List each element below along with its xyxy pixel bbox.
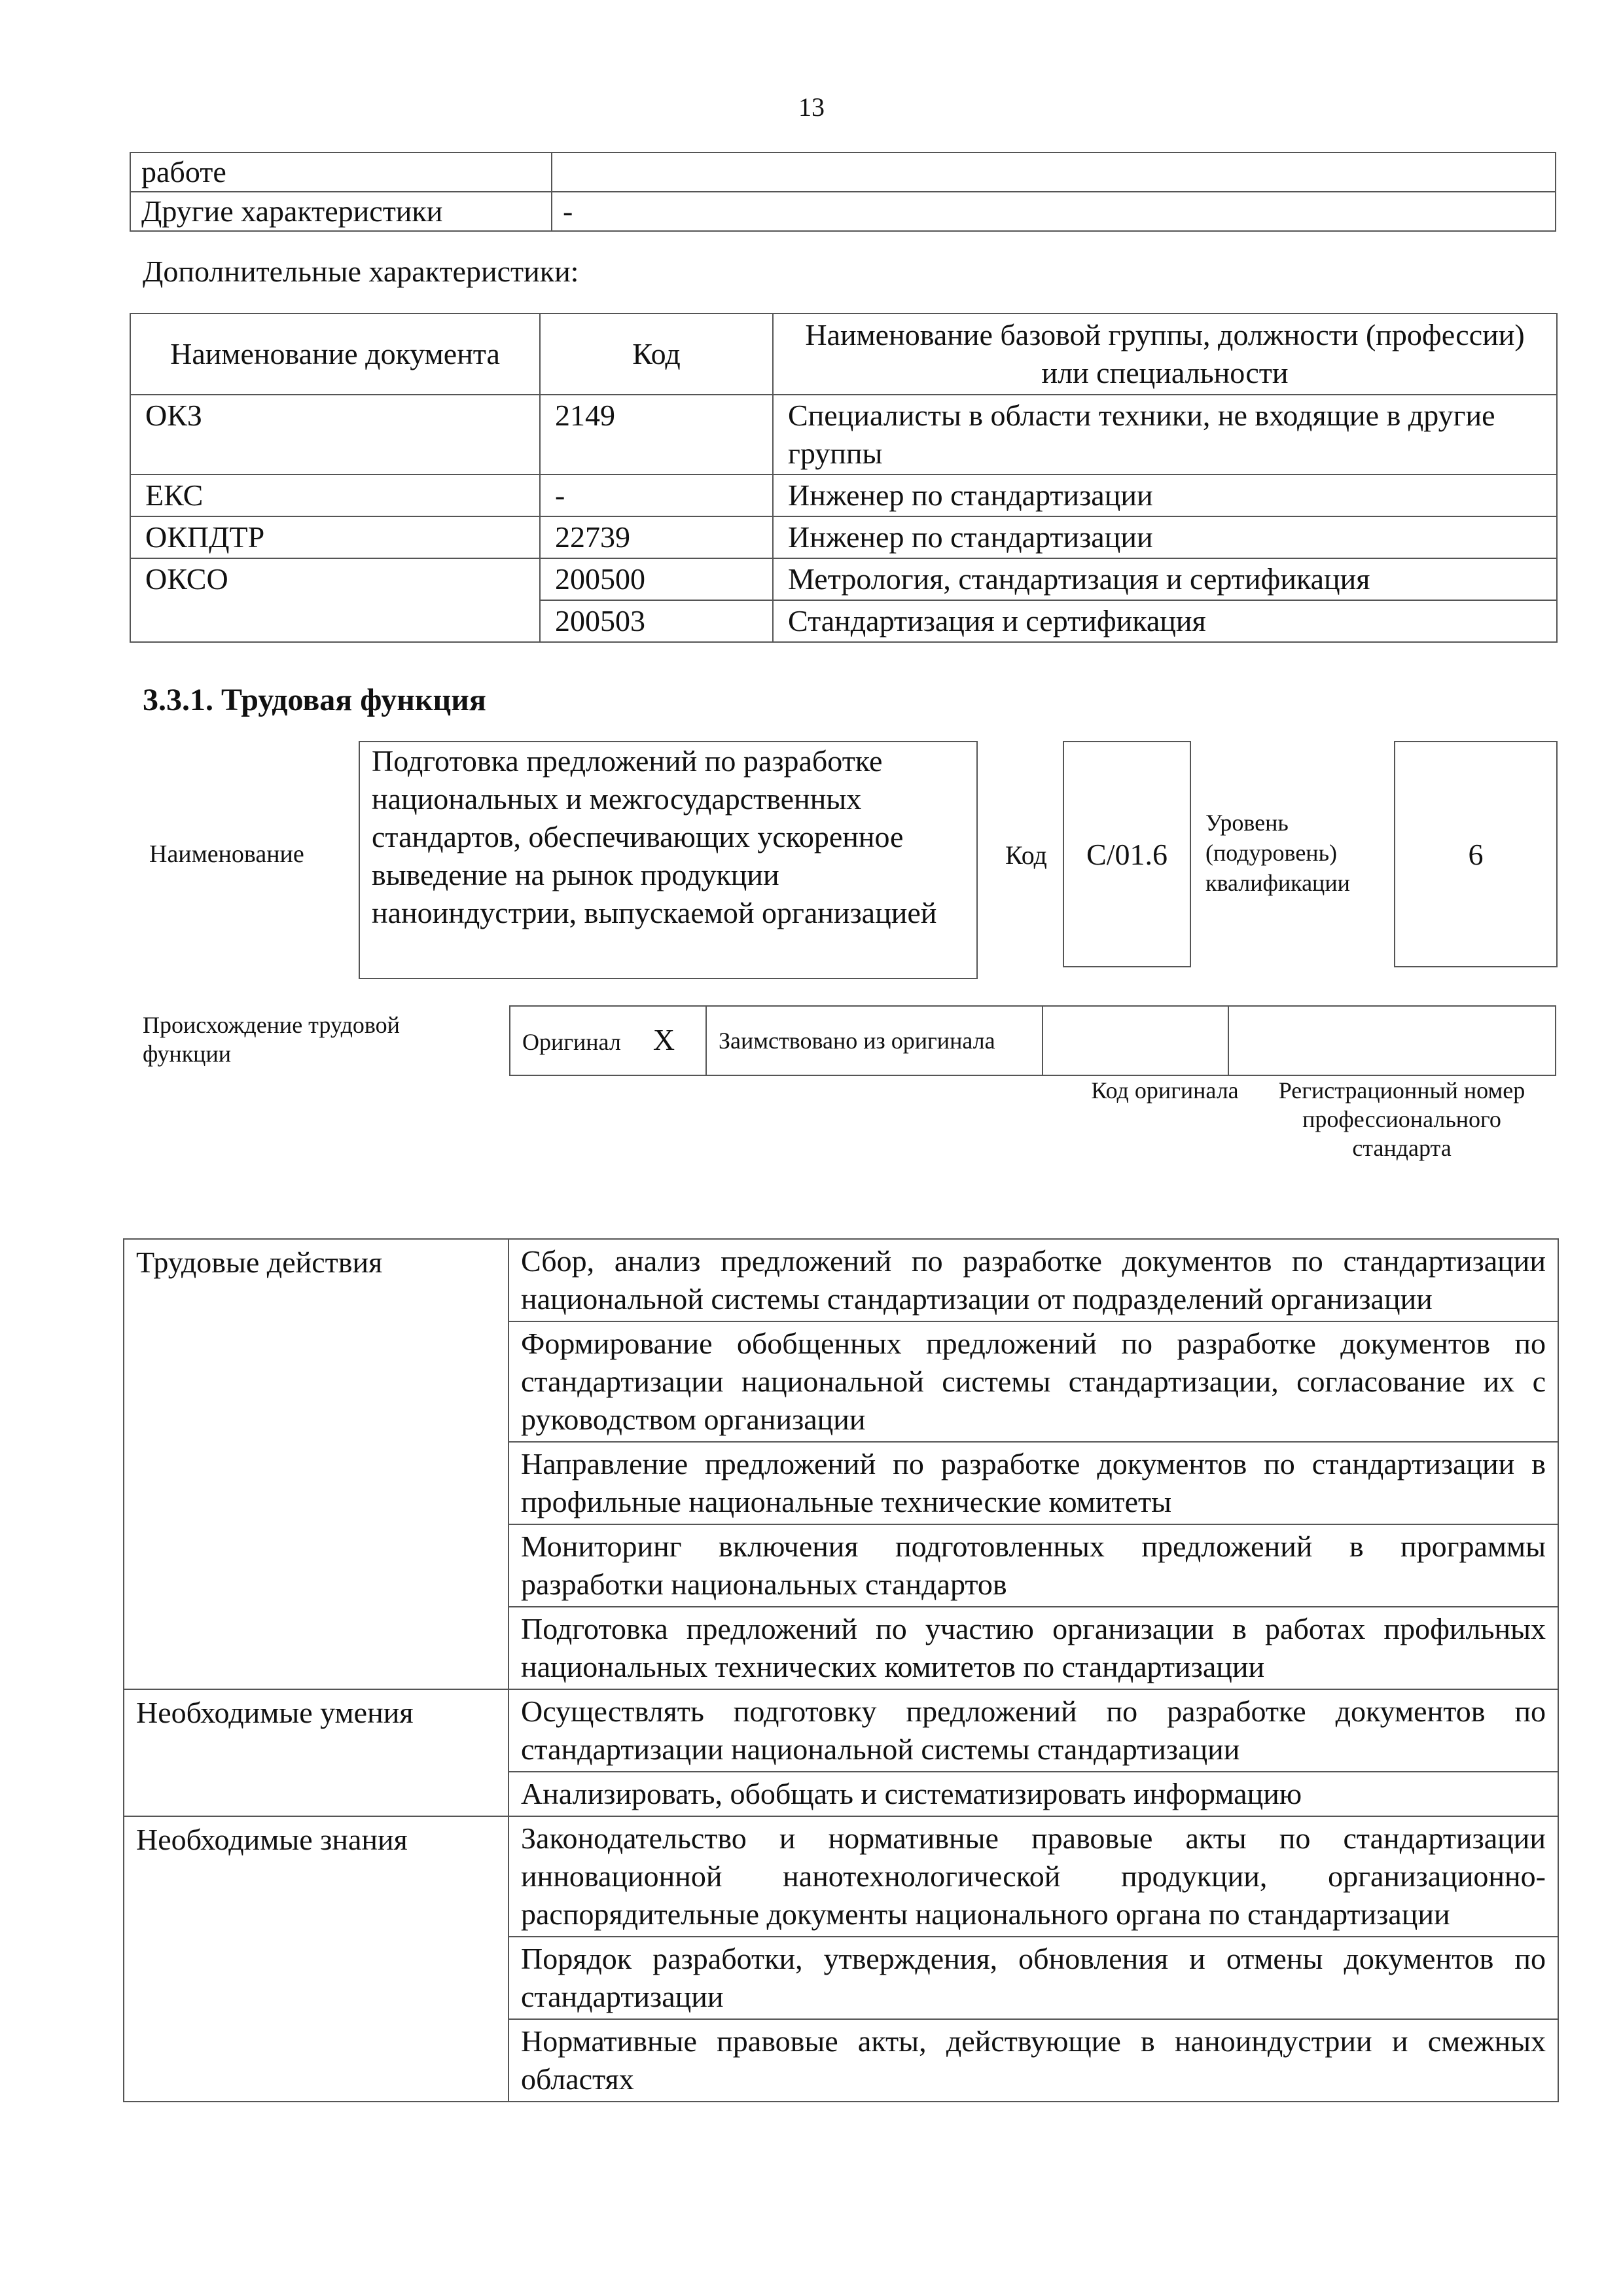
table-cell: Стандартизация и сертификация (773, 600, 1557, 642)
table-row (130, 395, 1557, 475)
skill-item: Анализировать, обобщать и систематизировать информацию (508, 1772, 1558, 1816)
additional-characteristics-table (130, 313, 1558, 643)
table-cell: Инженер по стандартизации (773, 475, 1557, 516)
labor-action-item: Направление предложений по разработке документов по стандартизации в профильные национальные технические комитеты (508, 1442, 1558, 1524)
table-row (130, 558, 1557, 600)
name-label: Наименование (149, 840, 304, 868)
table-cell: - (540, 475, 773, 516)
knowledge-item: Порядок разработки, утверждения, обновления и отмены документов по стандартизации (508, 1937, 1558, 2019)
table-row (130, 192, 1556, 231)
table-row (124, 1689, 1558, 1772)
table-cell: ЕКС (130, 475, 540, 516)
column-header: Наименование базовой группы, должности (профессии) или специальности (773, 314, 1557, 395)
table-cell: ОКСО (130, 558, 540, 642)
knowledge-item: Нормативные правовые акты, действующие в наноиндустрии и смежных областях (508, 2019, 1558, 2102)
labor-action-item: Формирование обобщенных предложений по разработке документов по стандартизации национальной системы стандартизации, согласование их с руководством организации (508, 1321, 1558, 1442)
column-header: Код (540, 314, 773, 395)
table-row (130, 516, 1557, 558)
table-row (124, 1816, 1558, 1937)
table-cell: Другие характеристики (130, 192, 552, 231)
registration-number-caption: Регистрационный номер профессионального стандарта (1278, 1077, 1525, 1161)
knowledge-item: Законодательство и нормативные правовые акты по стандартизации инновационной нанотехнологической продукции, организационно-распорядительные документы национального органа по стандартизации (508, 1816, 1558, 1937)
table-cell: Инженер по стандартизации (773, 516, 1557, 558)
original-code-cell (1043, 1006, 1228, 1075)
skills-label: Необходимые умения (124, 1689, 508, 1816)
registration-number-cell (1228, 1006, 1556, 1075)
original-mark: X (652, 1022, 675, 1056)
skill-item: Осуществлять подготовку предложений по разработке документов по стандартизации национальной системы стандартизации (508, 1689, 1558, 1772)
table-cell: 200500 (540, 558, 773, 600)
function-name: Подготовка предложений по разработке национальных и межгосударственных стандартов, обеспечивающих ускоренное выведение на рынок продукции наноиндустрии, выпускаемой организацией (372, 744, 937, 929)
top-characteristics-table (130, 152, 1556, 232)
additional-heading: Дополнительные характеристики: (143, 255, 579, 288)
original-cell (510, 1006, 706, 1075)
table-cell: 2149 (540, 395, 773, 475)
knowledge-label: Необходимые знания (124, 1816, 508, 2102)
table-cell: ОКЗ (130, 395, 540, 475)
labor-actions-table (123, 1238, 1559, 2102)
labor-action-item: Подготовка предложений по участию организации в работах профильных национальных технических комитетов по стандартизации (508, 1607, 1558, 1689)
table-cell: Специалисты в области техники, не входящие в другие группы (773, 395, 1557, 475)
qualification-level-label: Уровень (подуровень) квалификации (1205, 810, 1350, 896)
borrowed-label: Заимствовано из оригинала (706, 1006, 1043, 1075)
table-cell: - (552, 192, 1556, 231)
table-row (130, 475, 1557, 516)
qualification-level-box (1394, 741, 1558, 967)
table-row (130, 152, 1556, 192)
column-header: Наименование документа (130, 314, 540, 395)
labor-actions-label: Трудовые действия (124, 1239, 508, 1689)
page-number: 13 (798, 92, 825, 122)
code-label: Код (1005, 840, 1047, 870)
origin-label: Происхождение трудовой функции (143, 1012, 400, 1067)
origin-table (509, 1005, 1556, 1076)
section-title: 3.3.1. Трудовая функция (143, 683, 486, 717)
original-label: Оригинал (522, 1028, 621, 1055)
function-code: C/01.6 (1086, 837, 1168, 871)
function-name-box (359, 741, 978, 979)
table-row (510, 1006, 1556, 1075)
table-cell: 200503 (540, 600, 773, 642)
table-row (124, 1239, 1558, 1321)
function-code-box (1063, 741, 1191, 967)
table-cell: Метрология, стандартизация и сертификация (773, 558, 1557, 600)
qualification-level-value: 6 (1468, 837, 1484, 871)
table-cell: работе (130, 152, 552, 192)
labor-action-item: Сбор, анализ предложений по разработке документов по стандартизации национальной системы стандартизации от подразделений организации (508, 1239, 1558, 1321)
table-header-row (130, 314, 1557, 395)
table-cell: ОКПДТР (130, 516, 540, 558)
table-cell (552, 152, 1556, 192)
labor-action-item: Мониторинг включения подготовленных предложений в программы разработки национальных стандартов (508, 1524, 1558, 1607)
original-code-caption: Код оригинала (1091, 1077, 1239, 1103)
table-cell: 22739 (540, 516, 773, 558)
